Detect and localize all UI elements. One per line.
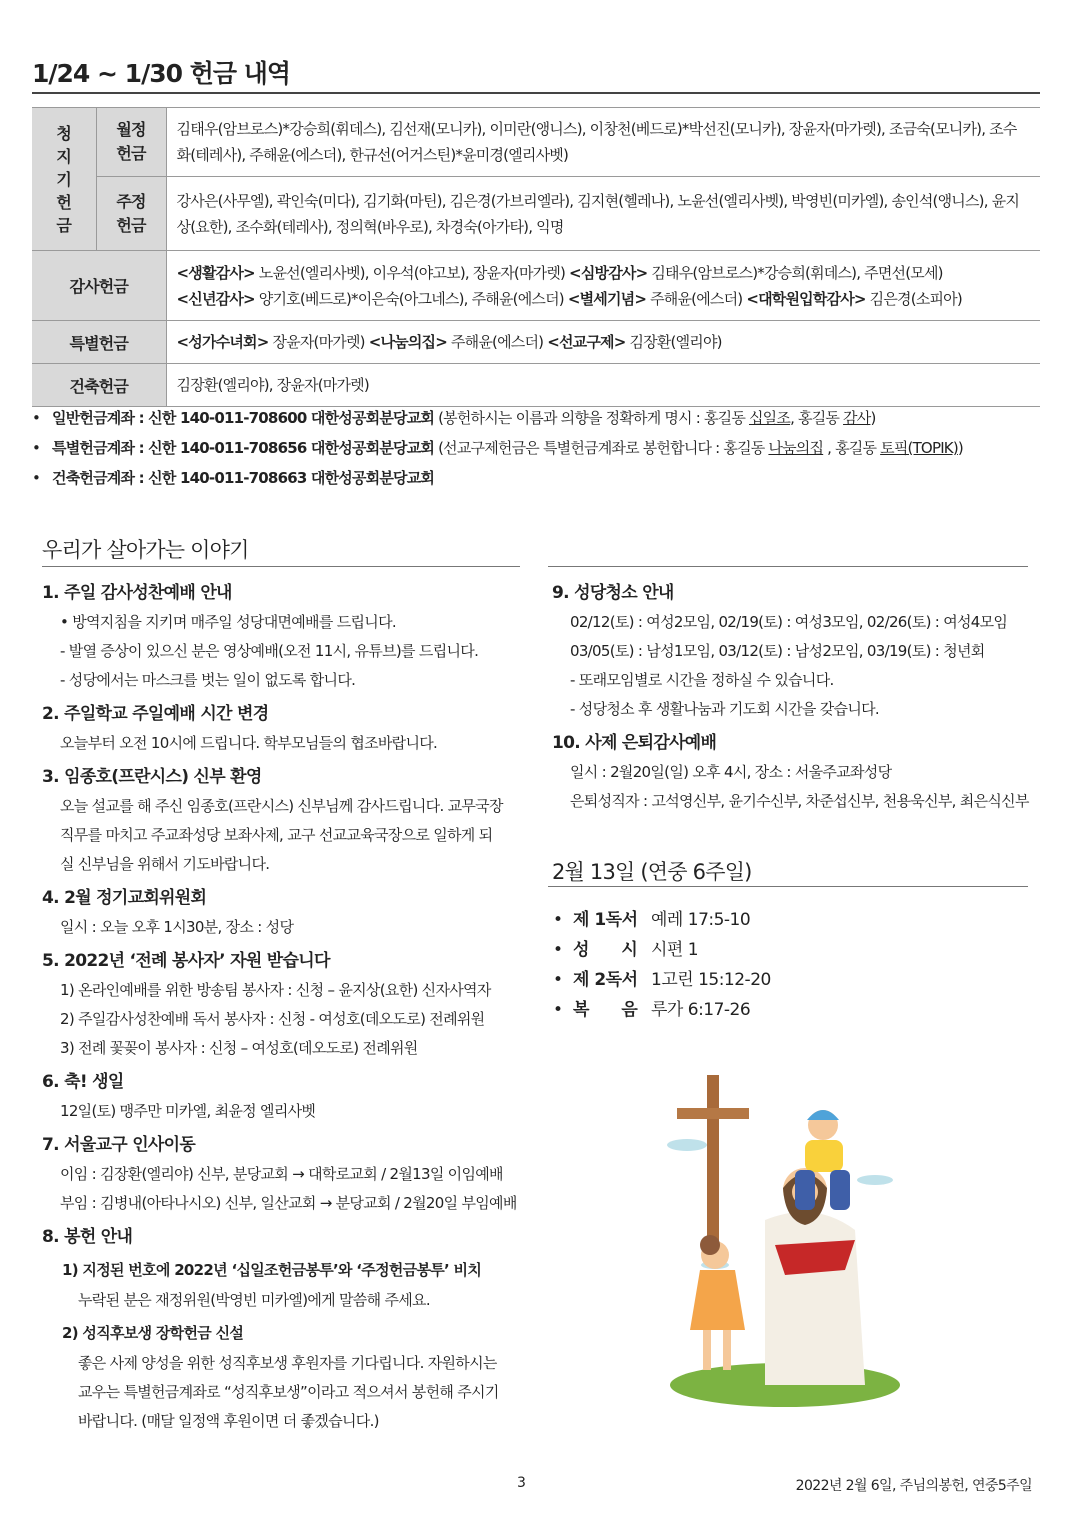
text-line: 일시 : 2월20일(일) 오후 4시, 장소 : 서울주교좌성당: [570, 763, 892, 781]
story-title: 우리가 살아가는 이야기: [42, 538, 249, 562]
section-title: 9. 성당청소 안내: [552, 583, 674, 603]
bank-accounts: [32, 403, 963, 493]
section-title: 4. 2월 정기교회위원회: [42, 888, 207, 908]
thanks-tag: <신년감사>: [176, 289, 255, 308]
title-rule: [32, 92, 1040, 94]
text-line: 부임 : 김병내(아타나시오) 신부, 일산교회 → 분당교회 / 2월20일 부임예배: [60, 1194, 517, 1212]
section-title: 1. 주일 감사성찬예배 안내: [42, 583, 232, 603]
monthly-offering-names: 김태우(암브로스)*강승희(휘데스), 김선재(모니카), 이미란(앵니스), 이창천(베드로)*박선진(모니카), 장윤자(마가렛), 조금숙(모니카), 조수화(테레사), 주해윤(에스더), 한규선(어거스틴)*윤미경(엘리사벳): [166, 108, 1040, 177]
text-line: • 방역지침을 지키며 매주일 성당대면예배를 드립니다.: [60, 613, 396, 631]
building-offering-names: 김장환(엘리야), 장윤자(마가렛): [166, 364, 1040, 407]
special-offering-names: <성가수녀회> 장윤자(마가렛) <나눔의집> 주해윤(에스더) <선교구제> 김장환(엘리야): [166, 321, 1040, 364]
thanks-tag: <심방감사>: [569, 263, 648, 282]
readings-list: [553, 905, 771, 1025]
sunday-title: 2월 13일 (연중 6주일): [552, 860, 752, 884]
text-line: 일시 : 오늘 오후 1시30분, 장소 : 성당: [60, 918, 294, 936]
text-line: 02/12(토) : 여성2모임, 02/19(토) : 여성3모임, 02/26(토) : 여성4모임: [570, 613, 1008, 631]
section-title: 7. 서울교구 인사이동: [42, 1135, 196, 1155]
weekly-offering-names: 강사은(사무엘), 곽인숙(미다), 김기화(마틴), 김은경(가브리엘라), 김지현(헬레나), 노윤선(엘리사벳), 박영빈(미카엘), 송인석(앵니스), 윤지상(요한), 조수화(테레사), 정의혁(바우로), 차경숙(아가타), 익명: [166, 177, 1040, 251]
bank-account-general: • 일반헌금계좌 : 신한 140-011-708600 대한성공회분당교회 (봉헌하시는 이름과 의향을 정확하게 명시 : 홍길동 십일조, 홍길동 감사): [32, 403, 963, 433]
text-line: 교우는 특별헌금계좌로 “성직후보생”이라고 적으셔서 봉헌해 주시기: [78, 1383, 499, 1401]
building-offering-label: 건축헌금: [32, 364, 166, 407]
text-line: 직무를 마치고 주교좌성당 보좌사제, 교구 선교교육국장으로 일하게 되: [60, 826, 493, 844]
monthly-offering-label: 월정 헌금: [96, 108, 166, 177]
text-line: 2) 주일감사성찬예배 독서 봉사자 : 신청 - 여성호(데오도로) 전례위원: [60, 1010, 485, 1028]
text-line: 1) 온라인예배를 위한 방송팀 봉사자 : 신청 – 윤지상(요한) 신자사역자: [60, 981, 491, 999]
sunday-rule: [548, 886, 1028, 887]
text-line: 누락된 분은 재정위원(박영빈 미카엘)에게 말씀해 주세요.: [78, 1291, 430, 1309]
subsection-title: 2) 성직후보생 장학헌금 신설: [62, 1324, 244, 1342]
story-rule-right: [548, 566, 1028, 567]
text-line: 오늘부터 오전 10시에 드립니다. 학부모님들의 협조바랍니다.: [60, 734, 438, 752]
thanks-offering-names: <생활감사> 노윤선(엘리사벳), 이우석(야고보), 장윤자(마가렛) <심방감사> 김태우(암브로스)*강승희(휘데스), 주면선(모세) <신년감사> 양기호(베드로)*이은숙(아그네스), 주해윤(에스더) <별세기념> 주해윤(에스더) <대학원입학감사> 김은경(소피아): [166, 251, 1040, 321]
section-title: 6. 축! 생일: [42, 1072, 124, 1092]
text-line: 은퇴성직자 : 고석영신부, 윤기수신부, 차준섭신부, 천용욱신부, 최은식신부: [570, 792, 1029, 810]
text-line: 3) 전례 꽃꽂이 봉사자 : 신청 – 여성호(데오도로) 전례위원: [60, 1039, 418, 1057]
thanks-tag: <대학원입학감사>: [746, 289, 866, 308]
section-title: 2. 주일학교 주일예배 시간 변경: [42, 704, 269, 724]
thanks-offering-label: 감사헌금: [32, 251, 166, 321]
text-line: 03/05(토) : 남성1모임, 03/12(토) : 남성2모임, 03/19(토) : 청년회: [570, 642, 985, 660]
text-line: - 성당청소 후 생활나눔과 기도회 시간을 갖습니다.: [570, 700, 879, 718]
weekly-offering-label: 주정 헌금: [96, 177, 166, 251]
thanks-tag: <별세기념>: [567, 289, 647, 308]
special-offering-label: 특별헌금: [32, 321, 166, 364]
reading-row: • 제 2독서 1고린 15:12-20: [553, 970, 771, 990]
section-title: 5. 2022년 ‘전례 봉사자’ 자원 받습니다: [42, 951, 330, 971]
text-line: 이임 : 김장환(엘리야) 신부, 분당교회 → 대학로교회 / 2월13일 이임예배: [60, 1165, 503, 1183]
text-line: - 또래모임별로 시간을 정하실 수 있습니다.: [570, 671, 834, 689]
section-title: 10. 사제 은퇴감사예배: [552, 733, 717, 753]
bank-account-building: • 건축헌금계좌 : 신한 140-011-708663 대한성공회분당교회: [32, 463, 963, 493]
right-column: [552, 574, 1032, 816]
text-line: 좋은 사제 양성을 위한 성직후보생 후원자를 기다립니다. 자원하시는: [78, 1354, 497, 1372]
cross-icon: [707, 1075, 719, 1250]
page-title: 1/24 ~ 1/30 헌금 내역: [32, 59, 290, 88]
text-line: - 성당에서는 마스크를 벗는 일이 없도록 합니다.: [60, 671, 356, 689]
jesus-with-children-illustration: [655, 1070, 905, 1410]
reading-row: • 복 음 루가 6:17-26: [553, 1000, 751, 1020]
section-title: 8. 봉헌 안내: [42, 1227, 133, 1247]
text-line: 실 신부님을 위해서 기도바랍니다.: [60, 855, 270, 873]
footer-date: 2022년 2월 6일, 주님의봉헌, 연중5주일: [795, 1478, 1032, 1494]
text-line: 바랍니다. (매달 일정액 후원이면 더 좋겠습니다.): [78, 1412, 379, 1430]
reading-row: • 제 1독서 예레 17:5-10: [553, 910, 751, 930]
story-rule: [42, 566, 520, 567]
subsection-title: 1) 지정된 번호에 2022년 ‘십일조헌금봉투’와 ‘주정헌금봉투’ 비치: [62, 1261, 482, 1279]
left-column: [42, 574, 532, 1436]
offering-table: [32, 107, 1040, 407]
text-line: 12일(토) 맹주만 미카엘, 최윤정 엘리사벳: [60, 1102, 316, 1120]
page-number: 3: [517, 1475, 526, 1491]
regular-offering-label: 청 지 기 헌 금: [32, 108, 96, 251]
text-line: - 발열 증상이 있으신 분은 영상예배(오전 11시, 유튜브)를 드립니다.: [60, 642, 479, 660]
bank-account-special: • 특별헌금계좌 : 신한 140-011-708656 대한성공회분당교회 (선교구제헌금은 특별헌금계좌로 봉헌합니다 : 홍길동 나눔의집 , 홍길동 토픽(TOPIK)): [32, 433, 963, 463]
section-title: 3. 임종호(프란시스) 신부 환영: [42, 767, 262, 787]
reading-row: • 성 시 시편 1: [553, 940, 699, 960]
text-line: 오늘 설교를 해 주신 임종호(프란시스) 신부님께 감사드립니다. 교무국장: [60, 797, 503, 815]
thanks-tag: <생활감사>: [176, 263, 255, 282]
